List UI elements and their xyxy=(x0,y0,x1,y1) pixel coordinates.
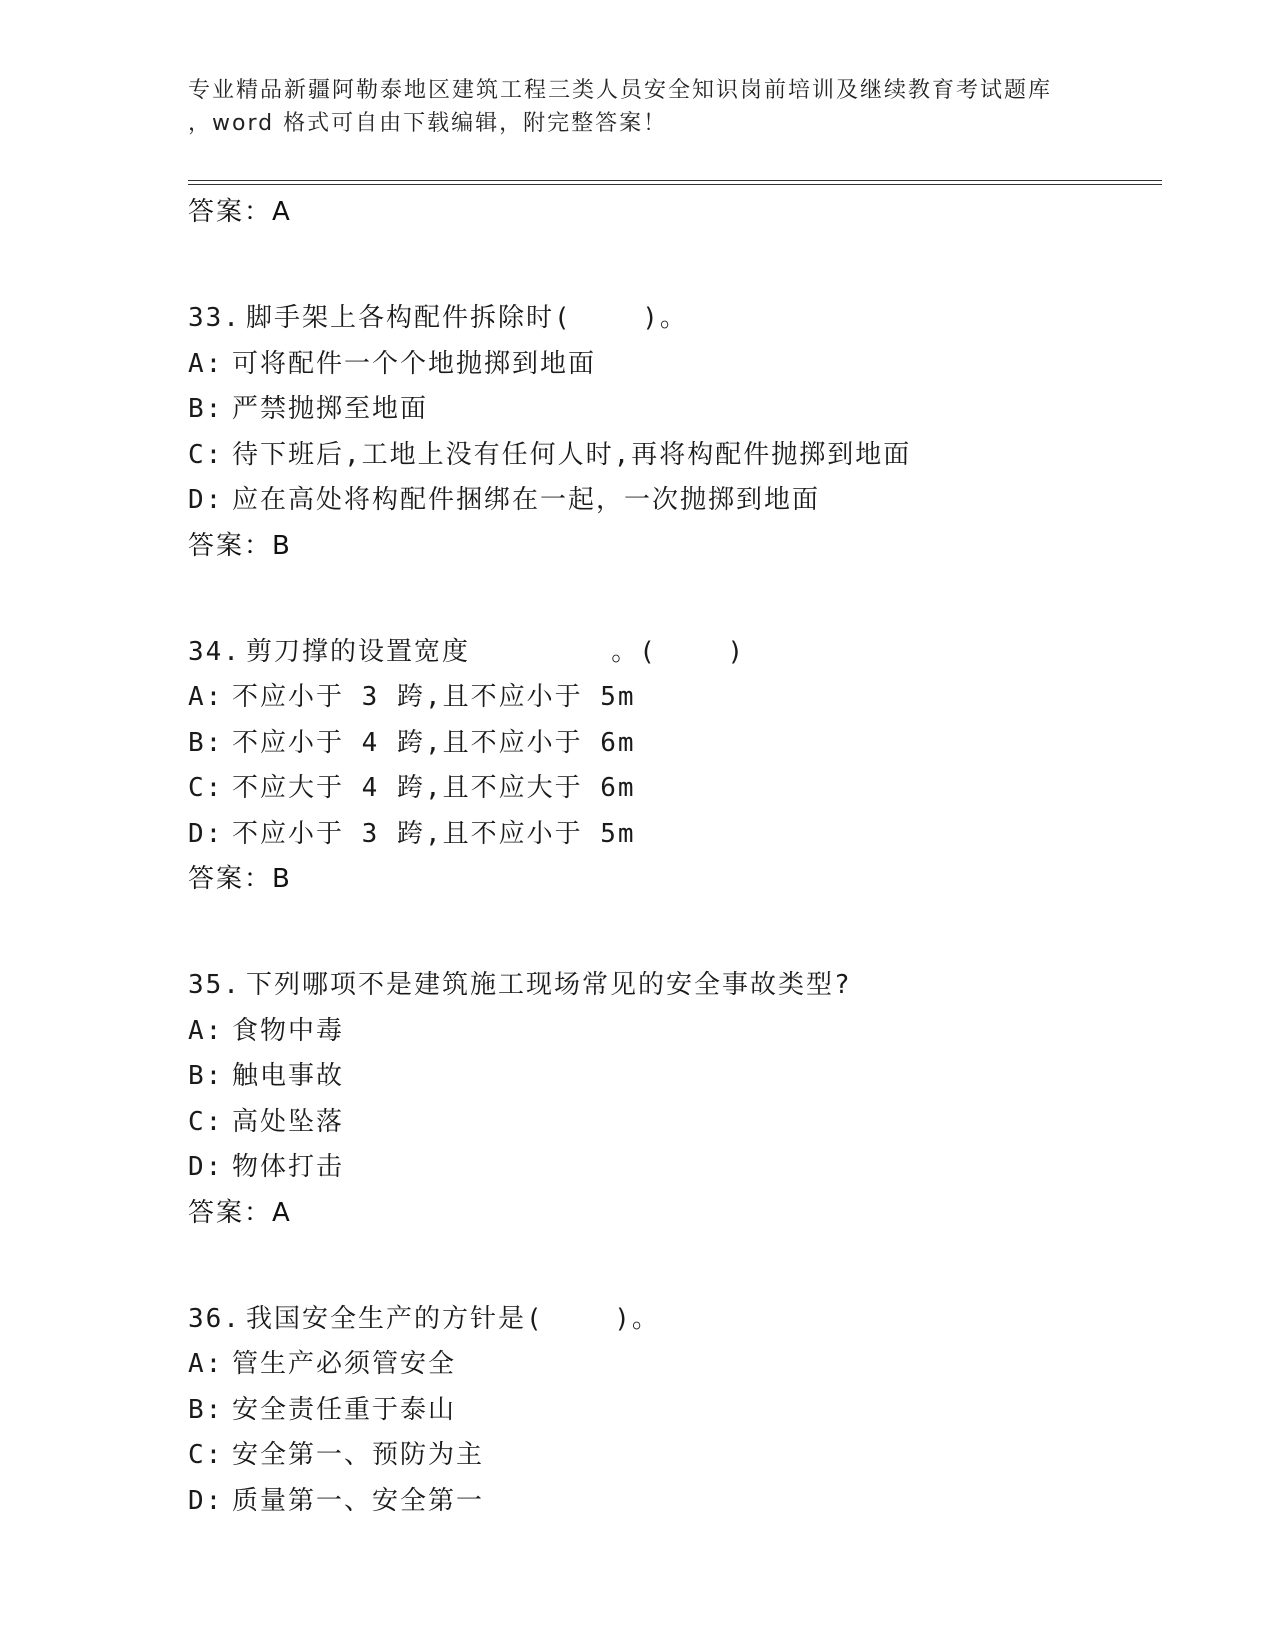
question-text: 我国安全生产的方针是( )。 xyxy=(246,1303,660,1334)
option-key: B: xyxy=(188,1394,224,1425)
option-d xyxy=(188,478,1148,524)
header-divider-bottom xyxy=(188,184,1162,185)
option-key: D: xyxy=(188,1485,224,1516)
question-text: 脚手架上各构配件拆除时( )。 xyxy=(246,303,688,333)
question-33 xyxy=(188,296,1148,568)
answer-q33: 答案：B xyxy=(188,530,292,561)
option-a xyxy=(188,1342,1148,1388)
option-text: 不应小于 4 跨,且不应小于 6m xyxy=(232,727,636,758)
option-c xyxy=(188,766,1148,812)
question-35 xyxy=(188,963,1148,1235)
option-text: 不应小于 3 跨,且不应小于 5m xyxy=(232,682,636,712)
question-number: 35. xyxy=(188,970,241,1000)
question-stem xyxy=(188,1297,1148,1343)
option-text: 物体打击 xyxy=(232,1152,345,1182)
answer-q34: 答案：B xyxy=(188,864,292,894)
question-text: 下列哪项不是建筑施工现场常见的安全事故类型? xyxy=(246,970,852,1000)
option-key: A: xyxy=(188,682,224,712)
option-d xyxy=(188,1145,1148,1191)
option-text: 安全责任重于泰山 xyxy=(232,1394,457,1425)
option-c xyxy=(188,1100,1148,1146)
option-key: A: xyxy=(188,348,224,379)
option-a xyxy=(188,342,1148,388)
option-text: 食物中毒 xyxy=(232,1015,345,1046)
option-key: A: xyxy=(188,1015,224,1046)
option-text: 安全第一、预防为主 xyxy=(232,1440,485,1470)
option-text: 高处坠落 xyxy=(232,1106,345,1137)
option-b xyxy=(188,387,1148,433)
option-d xyxy=(188,1479,1148,1525)
option-text: 严禁抛掷至地面 xyxy=(232,394,429,424)
header-title-line-1: 专业精品新疆阿勒泰地区建筑工程三类人员安全知识岗前培训及继续教育考试题库 xyxy=(188,78,1053,103)
question-stem xyxy=(188,296,1148,342)
option-c xyxy=(188,433,1148,479)
answer-q32: 答案：A xyxy=(188,197,292,227)
question-number: 36. xyxy=(188,1303,241,1334)
option-text: 质量第一、安全第一 xyxy=(232,1485,485,1516)
option-key: A: xyxy=(188,1349,224,1379)
option-key: D: xyxy=(188,818,224,849)
option-key: D: xyxy=(188,1152,224,1182)
option-key: D: xyxy=(188,485,224,515)
option-key: C: xyxy=(188,1440,224,1470)
option-text: 待下班后,工地上没有任何人时,再将构配件抛掷到地面 xyxy=(232,439,912,470)
question-36 xyxy=(188,1297,1148,1525)
option-text: 不应大于 4 跨,且不应大于 6m xyxy=(232,773,636,803)
option-b xyxy=(188,1054,1148,1100)
question-text: 剪刀撑的设置宽度 。( ) xyxy=(246,636,746,667)
option-key: C: xyxy=(188,439,224,470)
option-key: B: xyxy=(188,394,224,424)
option-a xyxy=(188,675,1148,721)
option-text: 可将配件一个个地抛掷到地面 xyxy=(232,348,597,379)
option-text: 不应小于 3 跨,且不应小于 5m xyxy=(232,818,636,849)
question-34 xyxy=(188,630,1148,902)
option-a xyxy=(188,1009,1148,1055)
question-stem xyxy=(188,963,1148,1009)
option-text: 触电事故 xyxy=(232,1061,345,1091)
answer-q35: 答案：A xyxy=(188,1197,292,1228)
option-key: C: xyxy=(188,773,224,803)
option-c xyxy=(188,1433,1148,1479)
exam-content xyxy=(188,190,1148,1524)
option-text: 应在高处将构配件捆绑在一起，一次抛掷到地面 xyxy=(232,485,821,515)
header-divider-top xyxy=(188,180,1162,181)
option-text: 管生产必须管安全 xyxy=(232,1349,457,1379)
question-stem xyxy=(188,630,1148,676)
option-key: C: xyxy=(188,1106,224,1137)
option-key: B: xyxy=(188,1061,224,1091)
question-number: 34. xyxy=(188,636,241,667)
option-b xyxy=(188,721,1148,767)
document-header xyxy=(188,74,1108,140)
option-d xyxy=(188,812,1148,858)
question-number: 33. xyxy=(188,303,241,333)
header-title-line-2: ，word 格式可自由下载编辑，附完整答案！ xyxy=(188,111,668,136)
option-b xyxy=(188,1388,1148,1434)
option-key: B: xyxy=(188,727,224,758)
